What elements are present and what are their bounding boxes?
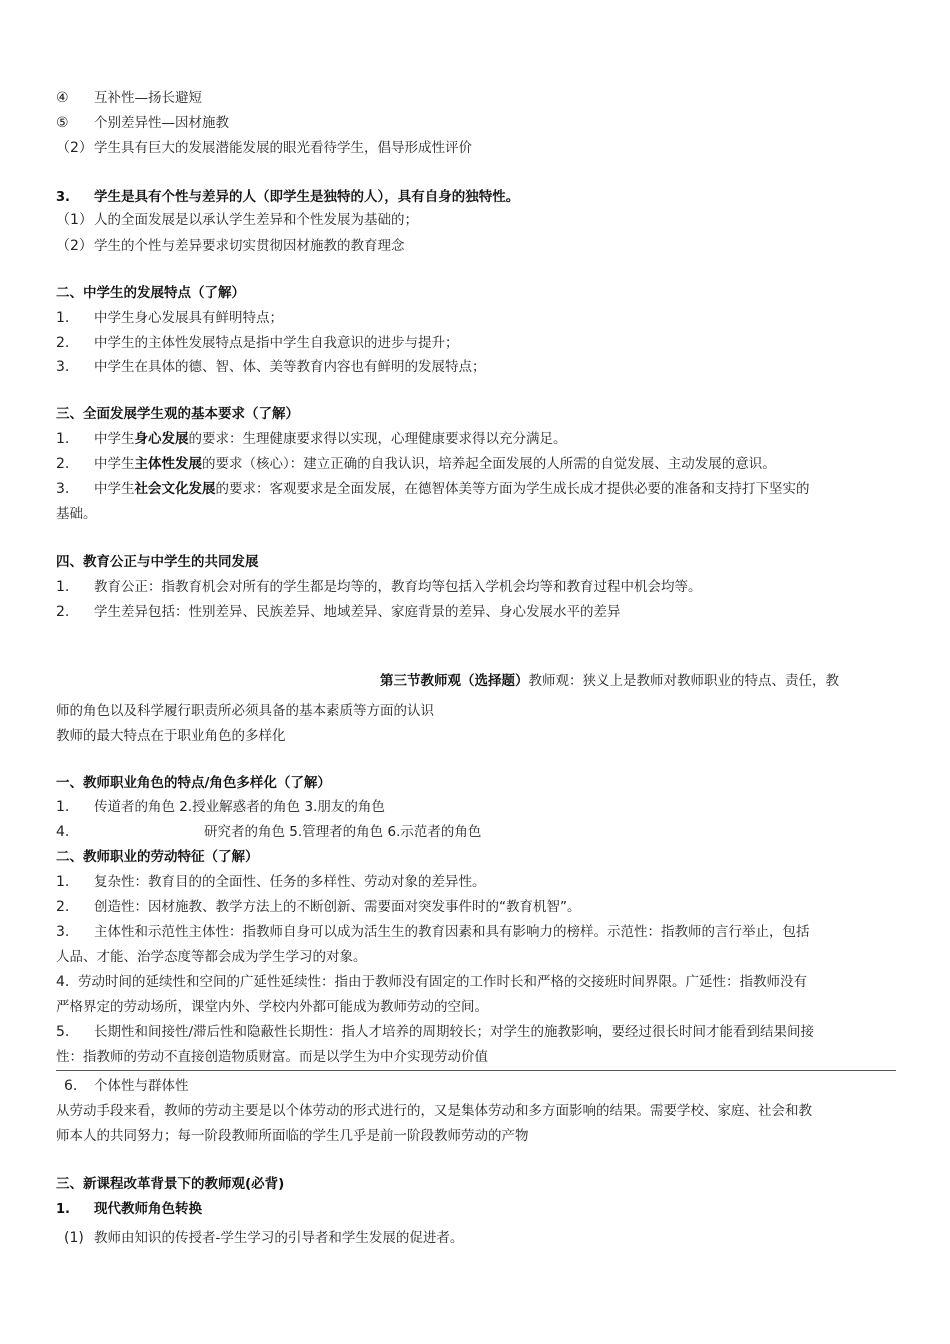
list-item: [56, 797, 385, 817]
list-text: 学生具有巨大的发展潜能发展的眼光看待学生，倡导形成性评价: [94, 140, 472, 156]
section-heading: [56, 187, 519, 208]
list-item: [56, 577, 702, 597]
list-text-prefix: 中学生: [94, 456, 135, 472]
list-item: [64, 1228, 463, 1248]
list-continuation: 性：指教师的劳动不直接创造物质财富。而是以学生为中介实现劳动价值: [56, 1049, 488, 1065]
paragraph-line: 师本人的共同努力；每一阶段教师所面临的学生几乎是前一阶段教师劳动的产物: [56, 1128, 529, 1144]
list-text: 中学生的主体性发展特点是指中学生自我意识的进步与提升；: [94, 335, 459, 351]
list-number: 4.: [56, 974, 70, 990]
list-text: 复杂性：教育目的的全面性、任务的多样性、劳动对象的差异性。: [94, 874, 486, 890]
subsection-heading: [56, 1199, 202, 1220]
list-number: 3.: [56, 924, 70, 940]
list-item: [56, 872, 486, 892]
list-item: [56, 113, 229, 133]
list-number: 1.: [56, 799, 70, 815]
list-item: [56, 972, 807, 992]
list-text: 的要求：生理健康要求得以实现，心理健康要求得以充分满足。: [188, 431, 567, 447]
list-number: 4.: [56, 824, 70, 840]
list-item: [56, 138, 472, 158]
section-heading: 三、新课程改革背景下的教师观(必背): [56, 1176, 285, 1192]
list-number: 6.: [64, 1078, 78, 1094]
list-item: [56, 357, 486, 377]
list-text: 教师由知识的传授者-学生学习的引导者和学生发展的促进者。: [94, 1230, 464, 1246]
list-text: 的要求：客观要求是全面发展，在德智体美等方面为学生成长成才提供必要的准备和支持打下坚实的: [215, 481, 810, 497]
list-text-prefix: 中学生: [94, 431, 135, 447]
list-number: 3.: [56, 481, 70, 497]
list-text-prefix: 中学生: [94, 481, 135, 497]
list-text: 个体性与群体性: [94, 1078, 189, 1094]
list-item: [56, 333, 459, 353]
list-continuation: 基础。: [56, 506, 97, 522]
list-number: 1.: [56, 874, 70, 890]
list-number: ⑤: [56, 115, 69, 131]
list-continuation: 严格界定的劳动场所，课堂内外、学校内外都可能成为教师劳动的空间。: [56, 999, 488, 1015]
paragraph-line: 从劳动手段来看，教师的劳动主要是以个体劳动的形式进行的，又是集体劳动和多方面影响的结果。需要学校、家庭、社会和教: [56, 1103, 812, 1119]
section-heading: 三、全面发展学生观的基本要求（了解）: [56, 406, 299, 422]
list-text: 创造性：因材施教、教学方法上的不断创新、需要面对突发事件时的“教育机智”。: [94, 899, 581, 915]
list-item: [56, 922, 810, 942]
list-number: 2.: [56, 335, 70, 351]
list-text: 中学生身心发展具有鲜明特点；: [94, 310, 283, 326]
list-text: 学生的个性与差异要求切实贯彻因材施教的教育理念: [94, 238, 405, 254]
paragraph-line: 师的角色以及科学履行职责所必须具备的基本素质等方面的认识: [56, 703, 434, 719]
list-continuation: 人品、才能、治学态度等都会成为学生学习的对象。: [56, 949, 367, 965]
list-item: [56, 429, 567, 449]
list-item: [56, 308, 283, 328]
list-text: 中学生在具体的德、智、体、美等教育内容也有鲜明的发展特点；: [94, 359, 486, 375]
list-number: 1.: [56, 1202, 70, 1217]
subsection-text: 现代教师角色转换: [94, 1201, 202, 1217]
list-number: 2.: [56, 456, 70, 472]
list-number: 5.: [56, 1024, 70, 1040]
list-number: 1.: [56, 310, 70, 326]
section-heading: 二、中学生的发展特点（了解）: [56, 285, 245, 301]
heading-text: 学生是具有个性与差异的人（即学生是独特的人），具有自身的独特性。: [94, 189, 520, 205]
list-text: 研究者的角色 5.管理者的角色 6.示范者的角色: [204, 824, 482, 840]
list-item: [56, 897, 581, 917]
horizontal-divider: [56, 1070, 896, 1071]
list-item: [56, 454, 776, 474]
list-item: [56, 479, 810, 499]
list-text-bold: 主体性发展: [134, 456, 202, 472]
list-number: 3.: [56, 359, 70, 375]
list-text: 教育公正：指教育机会对所有的学生都是均等的，教育均等包括入学机会均等和教育过程中机会均等。: [94, 579, 702, 595]
list-text: 互补性—扬长避短: [94, 90, 202, 106]
list-text: 主体性和示范性主体性：指教师自身可以成为活生生的教育因素和具有影响力的榜样。示范性：指教师的言行举止，包括: [94, 924, 810, 940]
list-number: （2）: [56, 140, 93, 156]
list-text: 劳动时间的延续性和空间的广延性延续性：指由于教师没有固定的工作时长和严格的交接班时间界限。广延性：指教师没有: [78, 974, 807, 990]
list-text: 传道者的角色 2.授业解惑者的角色 3.朋友的角色: [94, 799, 385, 815]
list-item: [56, 236, 405, 256]
section-heading: 四、教育公正与中学生的共同发展: [56, 554, 259, 570]
list-number: ④: [56, 90, 69, 106]
list-number: (1): [64, 1230, 84, 1246]
paragraph-line: 教师的最大特点在于职业角色的多样化: [56, 728, 286, 744]
section-heading: 一、教师职业角色的特点/角色多样化（了解）: [56, 775, 331, 791]
list-text-bold: 社会文化发展: [134, 481, 216, 497]
chapter-title-line: [380, 671, 839, 691]
list-number: 2.: [56, 899, 70, 915]
list-text: 的要求（核心）：建立正确的自我认识，培养起全面发展的人所需的自觉发展、主动发展的意识。: [202, 456, 776, 472]
list-text: 人的全面发展是以承认学生差异和个性发展为基础的；: [94, 212, 418, 228]
section-heading: 二、教师职业的劳动特征（了解）: [56, 849, 259, 865]
list-number: 1.: [56, 579, 70, 595]
list-number: 2.: [56, 604, 70, 620]
list-text: 长期性和间接性/滞后性和隐蔽性长期性：指人才培养的周期较长；对学生的施教影响，要经过很长时间才能看到结果间接: [94, 1024, 815, 1040]
list-item: [56, 1022, 814, 1042]
chapter-title: 第三节教师观（选择题）: [380, 673, 529, 689]
list-item: [64, 1076, 189, 1096]
list-number: 1.: [56, 431, 70, 447]
list-item: [56, 822, 481, 842]
list-item: [56, 88, 202, 108]
list-item: [56, 602, 621, 622]
list-text: 学生差异包括：性别差异、民族差异、地域差异、家庭背景的差异、身心发展水平的差异: [94, 604, 621, 620]
list-number: （1）: [56, 212, 93, 228]
list-text-bold: 身心发展: [134, 431, 189, 447]
chapter-title-text: 教师观：狭义上是教师对教师职业的特点、责任，教: [528, 673, 839, 689]
list-item: [56, 210, 418, 230]
list-number: （2）: [56, 238, 93, 254]
list-number: 3.: [56, 190, 70, 205]
list-text: 个别差异性—因材施教: [94, 115, 229, 131]
